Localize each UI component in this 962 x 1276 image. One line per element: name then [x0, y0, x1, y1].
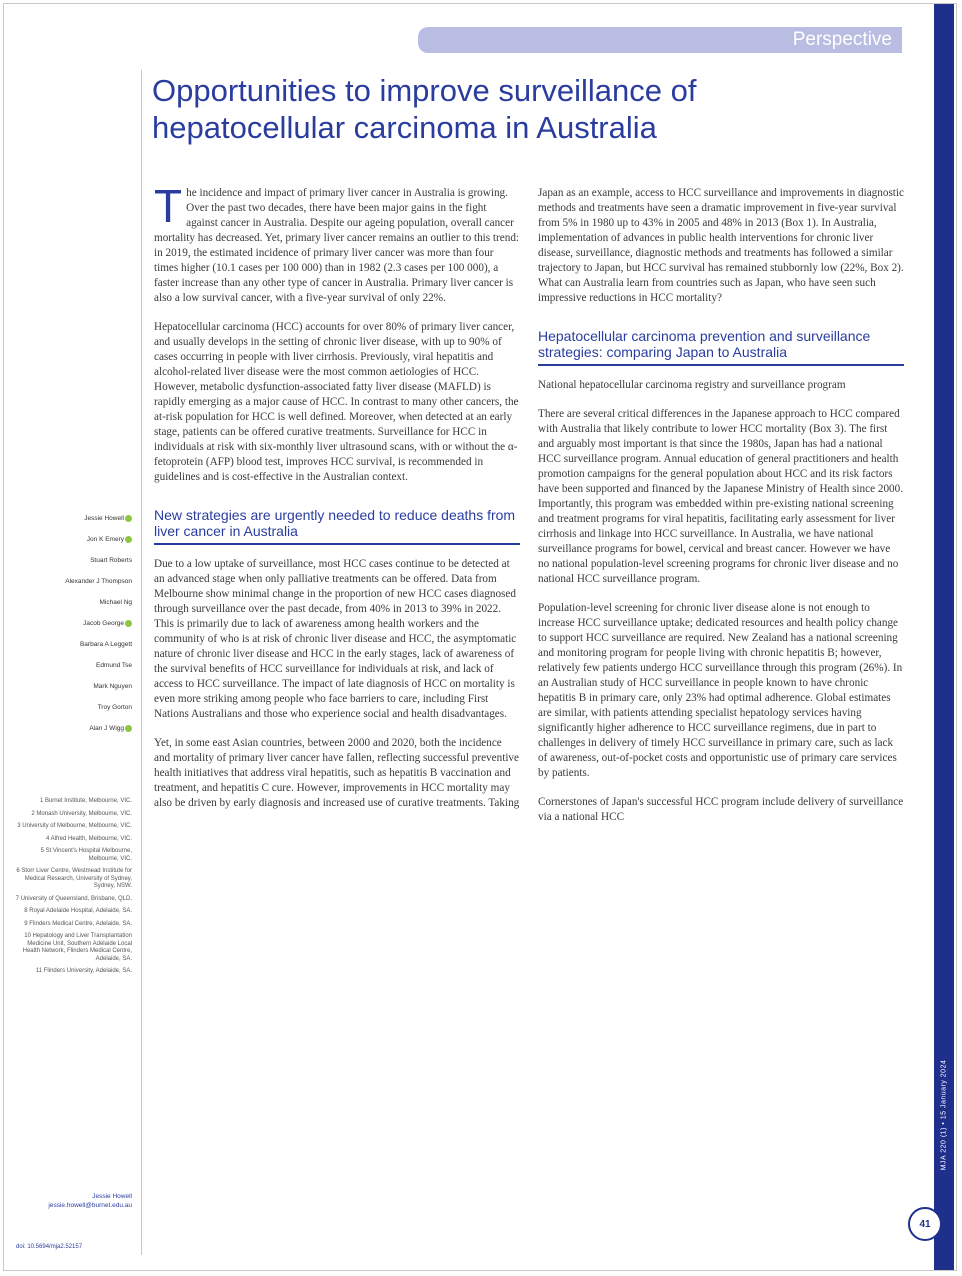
orcid-icon[interactable]: [125, 515, 132, 522]
doi-link[interactable]: doi: 10.5694/mja2.52157: [16, 1244, 83, 1250]
section-heading: New strategies are urgently needed to reduce deaths from liver cancer in Australia: [154, 507, 520, 545]
affiliation: 3 University of Melbourne, Melbourne, VIC.: [17, 823, 132, 829]
affiliation: 9 Flinders Medical Centre, Adelaide, SA.: [24, 920, 132, 927]
author-name: Jessie Howell: [14, 514, 132, 523]
orcid-icon[interactable]: [125, 725, 132, 732]
section-heading: Hepatocellular carcinoma prevention and surveillance strategies: comparing Japan to Australia: [538, 328, 904, 366]
paragraph: Due to a low uptake of surveillance, most HCC cases continue to be detected at an advanced stage when only palliative treatments can be offered. Data from Melbourne show minimal change in the proportion of new HCC cases diagnosed through surveillance over the past decade, from 40% in 2013 to 39% in 2022. This is primarily due to lack of awareness among health workers and the community of who is at risk of chronic liver disease and HCC, the asymptomatic nature of chronic liver disease and HCC in the early stages, lack of awareness of the survival benefits of HCC surveillance for individuals at risk, and lack of access to HCC surveillance. The impact of late diagnosis of HCC on mortality is even more striking among people who face barriers to care, including First Nations Australians and those who experience social and health disadvantages.: [154, 558, 517, 720]
affiliation: 10 Hepatology and Liver Transplantation Medicine Unit, Southern Adelaide Local Health Network, Flinders Medical Centre, Adelaide, SA.: [22, 933, 132, 962]
paragraph: There are several critical differences in the Japanese approach to HCC compared with Australia that likely contribute to lower HCC mortality (Box 3). The first and arguably most important is that since the 1980s, Japan has had a national HCC surveillance program. Annual education of general practitioners and health promotion campaigns for the general population about HCC and its risk factors have been supported and financed by the Japanese Ministry of Health since 2000. Importantly, this program was embedded within pre-existing national screening and treatment programs for viral hepatitis, facilitating early assessment for liver cirrhosis and linkage into HCC surveillance. In Australia, we have national surveillance programs for bowel, cervical and breast cancer. However we have no national population-level screening programs for chronic liver disease and no national HCC surveillance program.: [538, 408, 904, 585]
paragraph: Population-level screening for chronic liver disease alone is not enough to increase HCC surveillance uptake; dedicated resources and health policy change to support HCC surveillance are required. New Zealand has a national screening and monitoring program for people living with chronic hepatitis B; however, relatively few patients undergo HCC surveillance through this program (26%). In an Australian study of HCC surveillance in people known to have chronic hepatitis B in primary care, only 23% had optimal adherence. Global estimates are similar, with patients attending specialist hepatology services having significantly higher adherence to HCC surveillance regimens, due in part to challenges in delivery of timely HCC surveillance in primary care, such as lack of awareness, out-of-pocket costs and opportunistic use of primary care services by patients.: [538, 602, 903, 779]
orcid-icon[interactable]: [125, 620, 132, 627]
paragraph: Hepatocellular carcinoma (HCC) accounts for over 80% of primary liver cancer, and usually develops in the setting of chronic liver disease, with up to 90% of cases occurring in people with liver cirrhosis. Previously, viral hepatitis and alcohol-related liver disease were the most common aetiologies of HCC. However, metabolic dysfunction-associated fatty liver disease (MAFLD) is rapidly emerging as a major cause of HCC. In contrast to many other cancers, the at-risk population for HCC is well defined. Moreover, when detected at an early stage, patients can be offered curative treatments. Surveillance for HCC in individuals at risk with six-monthly liver ultrasound scans, with or without the α-fetoprotein (AFP) blood test, improves HCC survival, is recommended in guidelines and is cost-effective in the Australian context.: [154, 321, 519, 483]
author-name: Barbara A Leggett: [79, 641, 132, 648]
author-name: Alexander J Thompson: [65, 578, 132, 585]
author-name: Alan J Wigg: [14, 724, 132, 733]
body-column-right: [538, 186, 904, 839]
affiliation-list: [14, 798, 132, 981]
journal-issue-label: MJA 220 (1) • 15 January 2024: [940, 1059, 948, 1171]
author-name: Stuart Roberts: [90, 557, 132, 564]
drop-cap: T: [154, 180, 183, 232]
sidebar-divider: [141, 70, 142, 1255]
author-name: Mark Nguyen: [93, 683, 132, 690]
subsection-heading: National hepatocellular carcinoma registry and surveillance program: [538, 379, 846, 391]
affiliation: 8 Royal Adelaide Hospital, Adelaide, SA.: [24, 908, 132, 914]
author-name: Jacob George: [14, 619, 132, 628]
affiliation: 2 Monash University, Melbourne, VIC.: [31, 810, 132, 817]
author-name: Michael Ng: [99, 599, 132, 606]
affiliation: 4 Alfred Health, Melbourne, VIC.: [45, 835, 132, 842]
author-name: Edmund Tse: [95, 662, 132, 669]
contact-name: Jessie Howell: [92, 1193, 132, 1200]
orcid-icon[interactable]: [125, 536, 132, 543]
paragraph: The incidence and impact of primary liver cancer in Australia is growing. Over the past two decades, there have been major gains in the fight against cancer in Australia. Despite our ageing population, overall cancer mortality has decreased. Yet, primary liver cancer remains an outlier to this trend: in 2019, the estimated incidence of primary liver cancer was more than four times higher (10.1 cases per 100 000) than in 1982 (2.3 cases per 100 000), a faster increase than any other type of cancer in Australia. Primary liver cancer is also a low survival cancer, with a five-year survival of only 22%.: [154, 180, 520, 304]
article-title: Opportunities to improve surveillance of hepatocellular carcinoma in Australia: [152, 73, 697, 145]
affiliation: 1 Burnet Institute, Melbourne, VIC.: [39, 798, 132, 804]
affiliation: 6 Storr Liver Centre, Westmead Institute for Medical Research, University of Sydney, Sydney, NSW.: [16, 868, 132, 889]
affiliation: 7 University of Queensland, Brisbane, QLD.: [15, 895, 132, 902]
author-list: [14, 514, 132, 745]
paragraph: Japan as an example, access to HCC surveillance and improvements in diagnostic methods and treatments have seen a dramatic improvement in five-year survival from 5% in 1980 up to 43% in 2005 and 48% in 2013 (Box 1). In Australia, implementation of advances in public health interventions for chronic liver disease, surveillance, diagnostic methods and treatments has followed a similar trajectory to Japan, but HCC survival has remained stubbornly low (22%, Box 2). What can Australia learn from countries such as Japan, who have seen such impressive reductions in HCC mortality?: [538, 187, 904, 304]
correspondence: [14, 1192, 132, 1210]
author-name: Troy Gorton: [97, 704, 132, 711]
affiliation: 5 St Vincent's Hospital Melbourne, Melbourne, VIC.: [40, 848, 132, 862]
paragraph: Yet, in some east Asian countries, between 2000 and 2020, both the incidence and mortality of primary liver cancer have fallen, reflecting successful preventive health initiatives that address viral hepatitis, such as hepatitis B vaccination and treatment, and hepatitis C cure. However, improvements in HCC mortality may also be driven by early diagnosis and increased use of curative treatments. Taking: [154, 737, 520, 809]
page-number: 41: [908, 1207, 942, 1241]
contact-email-link[interactable]: jessie.howell@burnet.edu.au: [48, 1202, 132, 1209]
author-name: Jon K Emery: [14, 535, 132, 544]
paragraph: Cornerstones of Japan's successful HCC program include delivery of surveillance via a national HCC: [538, 796, 904, 823]
affiliation: 11 Flinders University, Adelaide, SA.: [35, 968, 132, 974]
body-column-left: [154, 180, 520, 825]
section-tab: Perspective: [418, 27, 902, 53]
